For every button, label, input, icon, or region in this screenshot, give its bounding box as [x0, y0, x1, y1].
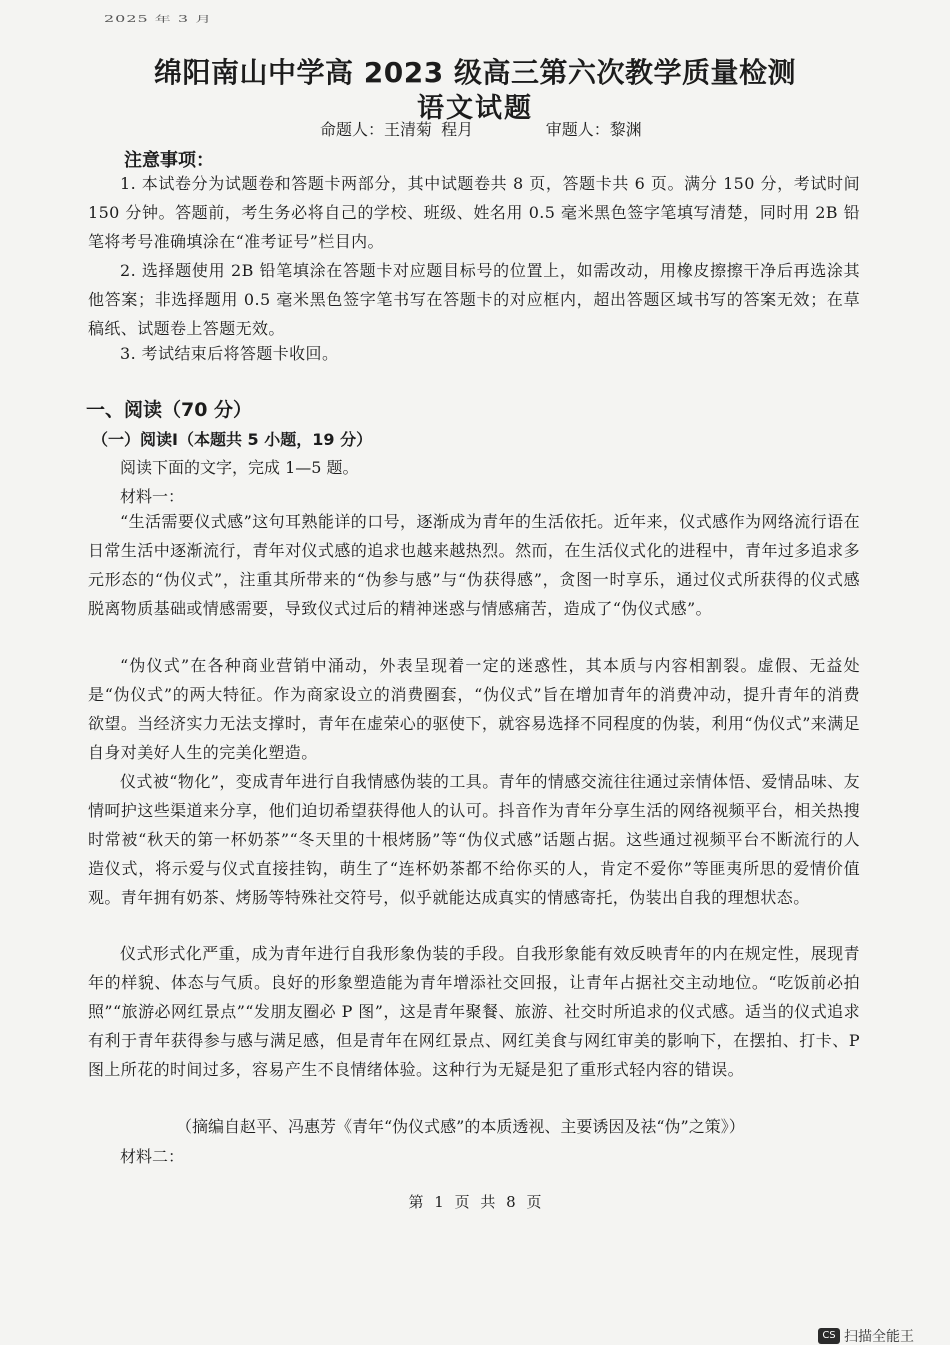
- note-item-1: 1. 本试卷分为试题卷和答题卡两部分，其中试题卷共 8 页，答题卡共 6 页。满分 150 分，考试时间 150 分钟。答题前，考生务必将自己的学校、班级、姓名用 0.5 毫米黑色签字笔填写清楚，同时用 2B 铅笔将考号准确填涂在“准考证号”栏目内。: [88, 174, 860, 251]
- watermark-text: 扫描全能王: [844, 1328, 914, 1345]
- exam-title: 绵阳南山中学高 2023 级高三第六次教学质量检测: [154, 56, 796, 89]
- material-2-label: 材料二：: [120, 1147, 185, 1166]
- note-item-3: 3. 考试结束后将答题卡收回。: [120, 344, 339, 363]
- subsection-heading: （一）阅读Ⅰ（本题共 5 小题，19 分）: [92, 430, 373, 449]
- reading-instruction: 阅读下面的文字，完成 1—5 题。: [120, 458, 359, 477]
- cropped-date-fragment: 2025 年 3 月: [104, 13, 213, 25]
- notes-heading: 注意事项：: [124, 150, 214, 171]
- authors-line: 命题人：王清菊 程月 审题人：黎渊: [320, 120, 642, 139]
- note-item-2: 2. 选择题使用 2B 铅笔填涂在答题卡对应题目标号的位置上，如需改动，用橡皮擦擦干净后再选涂其他答案；非选择题用 0.5 毫米黑色签字笔书写在答题卡的对应框内，超出答题区域书写的答案无效；在草稿纸、试题卷上答题无效。: [88, 261, 860, 338]
- material-1-label: 材料一：: [120, 487, 185, 506]
- article-paragraph: 仪式形式化严重，成为青年进行自我形象伪装的手段。自我形象能有效反映青年的内在规定性，展现青年的样貌、体态与气质。良好的形象塑造能为青年增添社交回报，让青年占据社交主动地位。“吃饭前必拍照”“旅游必网红景点”“发朋友圈必 P 图”，这是青年聚餐、旅游、社交时所追求的仪式感。适当的仪式追求有利于青年获得参与感与满足感，但是青年在网红景点、网红美食与网红审美的影响下，在摆拍、打卡、P 图上所花的时间过多，容易产生不良情绪体验。这种行为无疑是犯了重形式轻内容的错误。: [88, 944, 860, 1079]
- article-paragraph: “生活需要仪式感”这句耳熟能详的口号，逐渐成为青年的生活依托。近年来，仪式感作为网络流行语在日常生活中逐渐流行，青年对仪式感的追求也越来越热烈。然而，在生活仪式化的进程中，青年过多追求多元形态的“伪仪式”，注重其所带来的“伪参与感”与“伪获得感”，贪图一时享乐，通过仪式所获得的仪式感脱离物质基础或情感需要，导致仪式过后的精神迷惑与情感痛苦，造成了“伪仪式感”。: [88, 512, 860, 618]
- source-citation: （摘编自赵平、冯惠芳《青年“伪仪式感”的本质透视、主要诱因及祛“伪”之策》）: [176, 1117, 745, 1136]
- section-heading: 一、阅读（70 分）: [86, 399, 253, 421]
- article-paragraph: 仪式被“物化”，变成青年进行自我情感伪装的工具。青年的情感交流往往通过亲情体悟、爱情品味、友情呵护这些渠道来分享，他们迫切希望获得他人的认可。抖音作为青年分享生活的网络视频平台，相关热搜时常被“秋天的第一杯奶茶”“冬天里的十根烤肠”等“伪仪式感”话题占据。这些通过视频平台不断流行的人造仪式，将示爱与仪式直接挂钩，萌生了“连杯奶茶都不给你买的人，肯定不爱你”等匪夷所思的爱情价值观。青年拥有奶茶、烤肠等特殊社交符号，似乎就能达成真实的情感寄托，伪装出自我的理想状态。: [88, 772, 860, 907]
- page-footer: 第 1 页 共 8 页: [408, 1193, 542, 1211]
- exam-subtitle: 语文试题: [417, 93, 533, 124]
- scanner-watermark: [818, 1326, 950, 1345]
- article-paragraph: “伪仪式”在各种商业营销中涌动，外表呈现着一定的迷惑性，其本质与内容相割裂。虚假、无益处是“伪仪式”的两大特征。作为商家设立的消费圈套，“伪仪式”旨在增加青年的消费冲动，提升青年的消费欲望。当经济实力无法支撑时，青年在虚荣心的驱使下，就容易选择不同程度的伪装，利用“伪仪式”来满足自身对美好人生的完美化塑造。: [88, 656, 860, 762]
- scanner-logo-icon: CS: [818, 1328, 840, 1344]
